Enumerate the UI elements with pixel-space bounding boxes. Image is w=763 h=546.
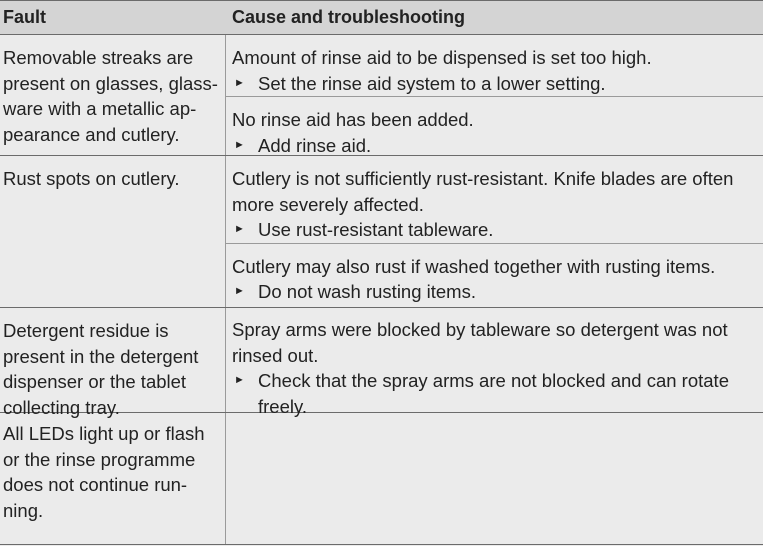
- action-item: [232, 279, 755, 305]
- fault-cell: [0, 413, 226, 544]
- header-cause: Cause and troubleshooting: [232, 7, 466, 27]
- fault-cell: [0, 308, 226, 418]
- cause-block: [226, 244, 763, 308]
- fault-line: Rust spots on cutlery.: [3, 168, 180, 189]
- triangle-right-icon: ►: [234, 76, 245, 89]
- action-text: Use rust-resistant tableware.: [258, 219, 494, 240]
- fault-line: pearance and cutlery.: [3, 123, 180, 145]
- header-fault: Fault: [3, 7, 46, 27]
- table-row: [0, 35, 763, 156]
- cause-text: Amount of rinse aid to be dispensed is set too high.: [232, 47, 652, 68]
- action-text: Do not wash rusting items.: [258, 281, 476, 302]
- fault-line: collecting tray.: [3, 396, 120, 418]
- fault-line: present on glasses, glass-: [3, 72, 218, 94]
- cause-text: more severely affected.: [232, 193, 424, 215]
- action-text: Check that the spray arms are not blocked and can rotate: [258, 370, 729, 391]
- triangle-right-icon: ►: [234, 223, 245, 235]
- action-text: Set the rinse aid system to a lower setting.: [258, 72, 606, 94]
- cause-text: Spray arms were blocked by tableware so detergent was not: [232, 319, 728, 340]
- action-item: [232, 133, 755, 159]
- fault-line: present in the detergent: [3, 345, 199, 367]
- fault-line: or the rinse programme: [3, 448, 196, 470]
- fault-cell: [0, 156, 226, 307]
- action-item: [232, 368, 755, 419]
- fault-cell: [0, 35, 226, 155]
- fault-line: does not continue run-: [3, 474, 188, 495]
- cause-text: rinsed out.: [232, 344, 319, 366]
- fault-line: ware with a metallic ap-: [3, 98, 197, 119]
- cause-block: [226, 97, 763, 155]
- cause-column: [226, 308, 763, 417]
- cause-block: [226, 308, 763, 419]
- cause-text: Cutlery is not sufficiently rust-resistant. Knife blades are often: [232, 168, 734, 189]
- fault-line: All LEDs light up or flash: [3, 423, 205, 444]
- cause-column: [226, 156, 763, 307]
- fault-line: dispenser or the tablet: [3, 371, 187, 392]
- triangle-right-icon: ►: [234, 285, 245, 297]
- cause-block: [226, 35, 763, 97]
- fault-line: Removable streaks are: [3, 47, 194, 68]
- cause-column: [226, 413, 763, 544]
- cause-text: No rinse aid has been added.: [232, 109, 474, 130]
- table-row: [0, 413, 763, 545]
- fault-line: ning.: [3, 499, 44, 521]
- action-item: [232, 217, 755, 243]
- action-text: freely.: [258, 395, 308, 417]
- fault-line: Detergent residue is: [3, 320, 169, 341]
- table-row: [0, 156, 763, 308]
- cause-column: [226, 35, 763, 155]
- table-row: [0, 308, 763, 418]
- action-item: [232, 71, 755, 97]
- action-text: Add rinse aid.: [258, 134, 372, 156]
- triangle-right-icon: ►: [234, 138, 245, 151]
- cause-text: Cutlery may also rust if washed together with rusting items.: [232, 255, 716, 277]
- triangle-right-icon: ►: [234, 374, 245, 386]
- table-header: [0, 1, 763, 35]
- cause-block: [226, 156, 763, 244]
